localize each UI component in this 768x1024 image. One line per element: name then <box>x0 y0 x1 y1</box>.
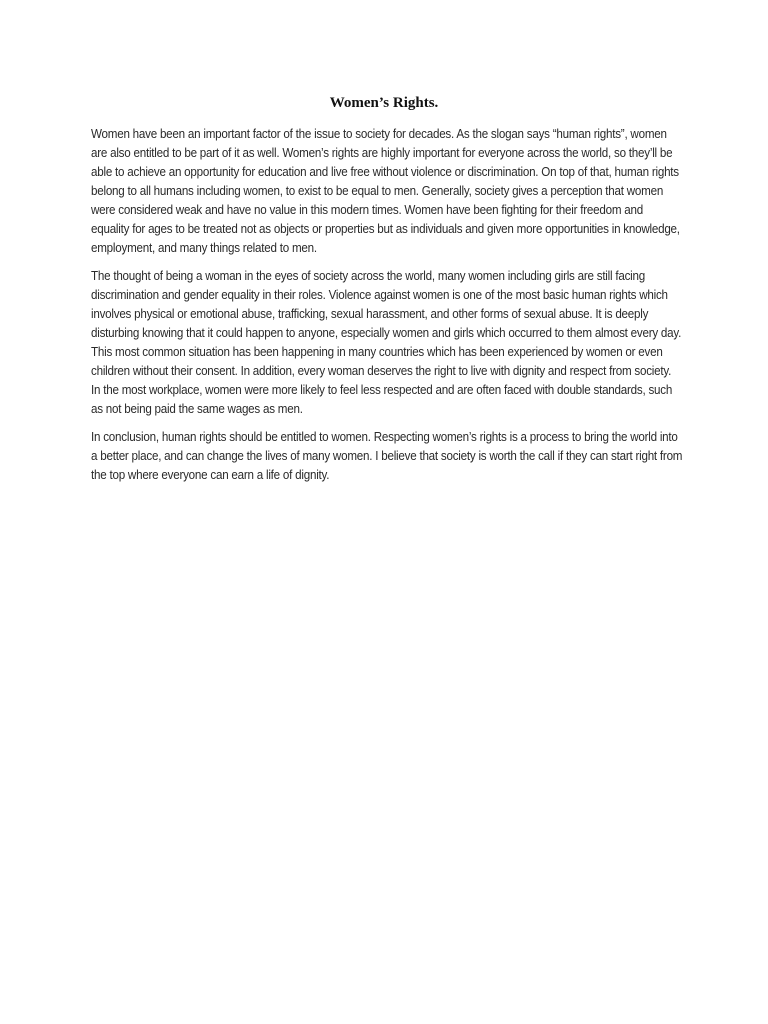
document-body <box>91 125 683 494</box>
paragraph-1: Women have been an important factor of the issue to society for decades. As the slogan says “human rights”, women are also entitled to be part of it as well. Women’s rights are highly important for everyone across the world, so they’ll be able to achieve an opportunity for education and live free without violence or discrimination. On top of that, human rights belong to all humans including women, to exist to be equal to men. Generally, society gives a perception that women were considered weak and have no value in this modern times. Women have been fighting for their freedom and equality for ages to be treated not as objects or properties but as individuals and given more opportunities in knowledge, employment, and many things related to men. <box>91 127 680 255</box>
paragraph-2: The thought of being a woman in the eyes of society across the world, many women including girls are still facing discrimination and gender equality in their roles. Violence against women is one of the most basic human rights which involves physical or emotional abuse, trafficking, sexual harassment, and other forms of sexual abuse. It is deeply disturbing knowing that it could happen to anyone, especially women and girls which occurred to them almost every day. This most common situation has been happening in many countries which has been experienced by women or even children without their consent. In addition, every woman deserves the right to live with dignity and respect from society. In the most workplace, women were more likely to feel less respected and are often faced with double standards, such as not being paid the same wages as men. <box>91 269 682 416</box>
page-title: Women’s Rights. <box>329 95 439 111</box>
paragraph-3: In conclusion, human rights should be entitled to women. Respecting women’s rights is a process to bring the world into a better place, and can change the lives of many women. I believe that society is worth the call if they can start right from the top where everyone can earn a life of dignity. <box>91 430 683 482</box>
